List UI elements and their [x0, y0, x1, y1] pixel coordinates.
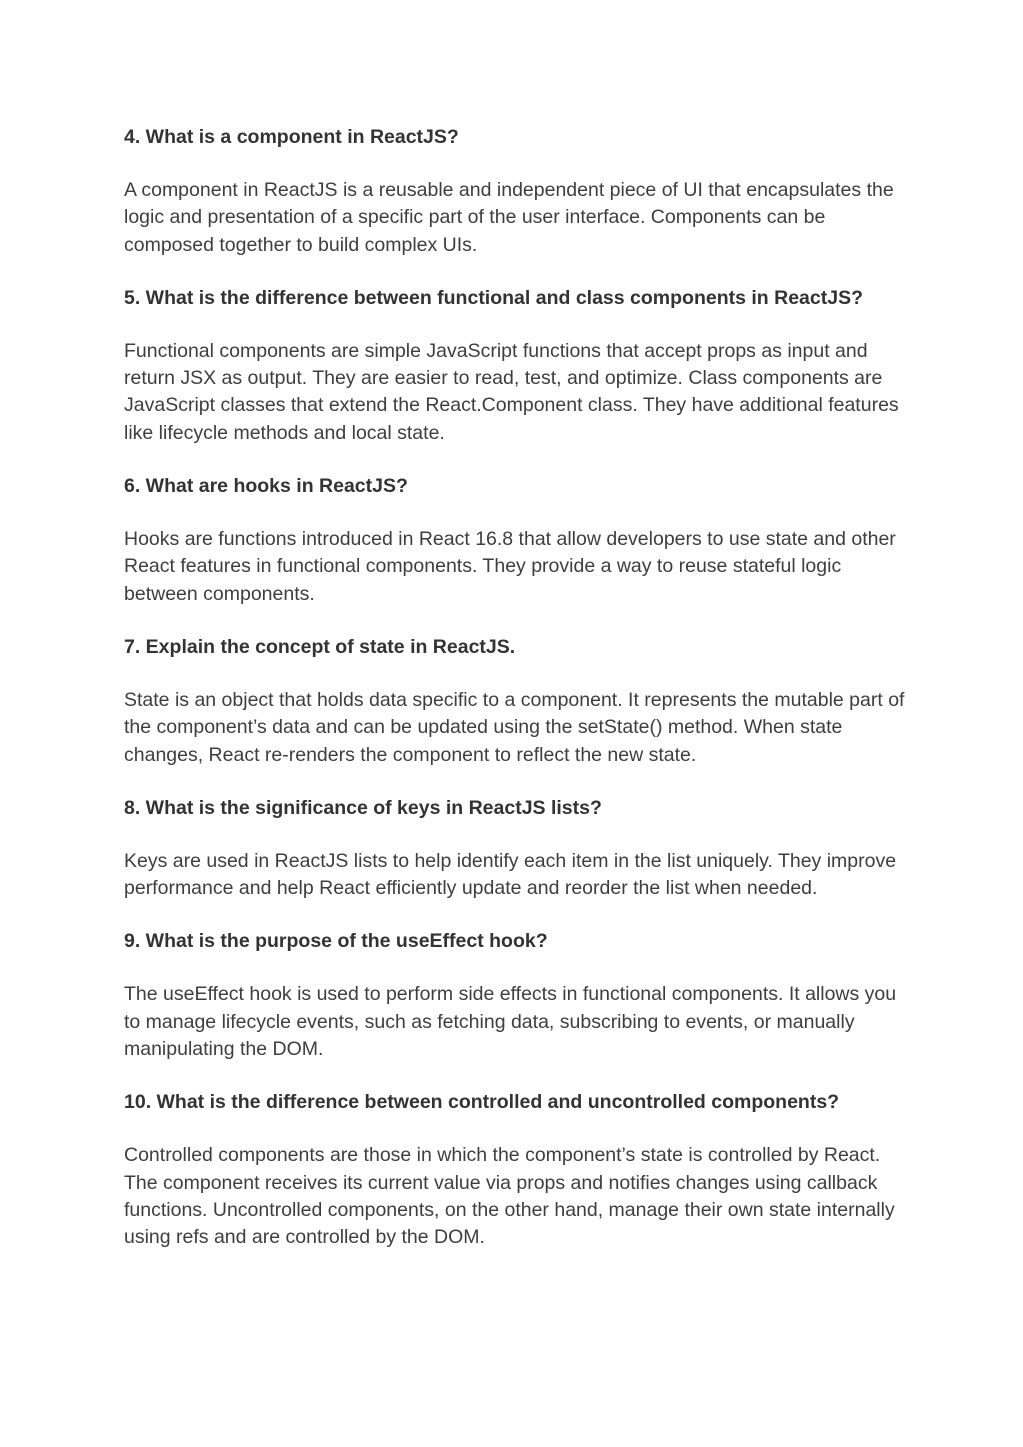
- question-heading: 6. What are hooks in ReactJS?: [124, 475, 408, 498]
- question-heading: 5. What is the difference between functional and class components in ReactJS?: [124, 286, 863, 309]
- answer-paragraph: The useEffect hook is used to perform side effects in functional components. It allows you to manage lifecycle events, such as fetching data, subscribing to events, or manually manipulating the DOM.: [124, 983, 897, 1061]
- qa-item-4: [124, 124, 914, 259]
- answer-paragraph: A component in ReactJS is a reusable and independent piece of UI that encapsulates the logic and presentation of a specific part of the user interface. Components can be composed together to build complex UIs.: [124, 179, 894, 256]
- qa-item-10: [124, 1089, 914, 1251]
- answer-paragraph: Hooks are functions introduced in React 16.8 that allow developers to use state and other React features in functional components. They provide a way to reuse stateful logic between components.: [124, 528, 896, 605]
- answer-paragraph: State is an object that holds data specific to a component. It represents the mutable part of the component’s data and can be updated using the setState() method. When state changes, React re-renders the component to reflect the new state.: [124, 688, 905, 766]
- answer-paragraph: Controlled components are those in which the component’s state is controlled by React. The component receives its current value via props and notifies changes using callback functions. Uncontrolled components, on the other hand, manage their own state internally using refs and are controlled by the DOM.: [124, 1144, 895, 1249]
- question-heading: 4. What is a component in ReactJS?: [124, 126, 459, 148]
- qa-item-7: [124, 634, 914, 769]
- question-heading: 7. Explain the concept of state in ReactJS.: [124, 635, 516, 658]
- qa-item-9: [124, 928, 914, 1063]
- question-heading: 8. What is the significance of keys in ReactJS lists?: [124, 796, 602, 819]
- question-heading: 10. What is the difference between controlled and uncontrolled components?: [124, 1091, 840, 1114]
- answer-paragraph: Functional components are simple JavaScript functions that accept props as input and return JSX as output. They are easier to read, test, and optimize. Class components are JavaScript classes that extend the React.Component class. They have additional features like lifecycle methods and local state.: [124, 339, 899, 444]
- document-page: [124, 124, 914, 1278]
- answer-paragraph: Keys are used in ReactJS lists to help identify each item in the list uniquely. They improve performance and help React efficiently update and reorder the list when needed.: [124, 849, 897, 900]
- question-heading: 9. What is the purpose of the useEffect hook?: [124, 930, 548, 953]
- qa-item-6: [124, 473, 914, 608]
- qa-item-5: [124, 285, 914, 447]
- qa-item-8: [124, 795, 914, 903]
